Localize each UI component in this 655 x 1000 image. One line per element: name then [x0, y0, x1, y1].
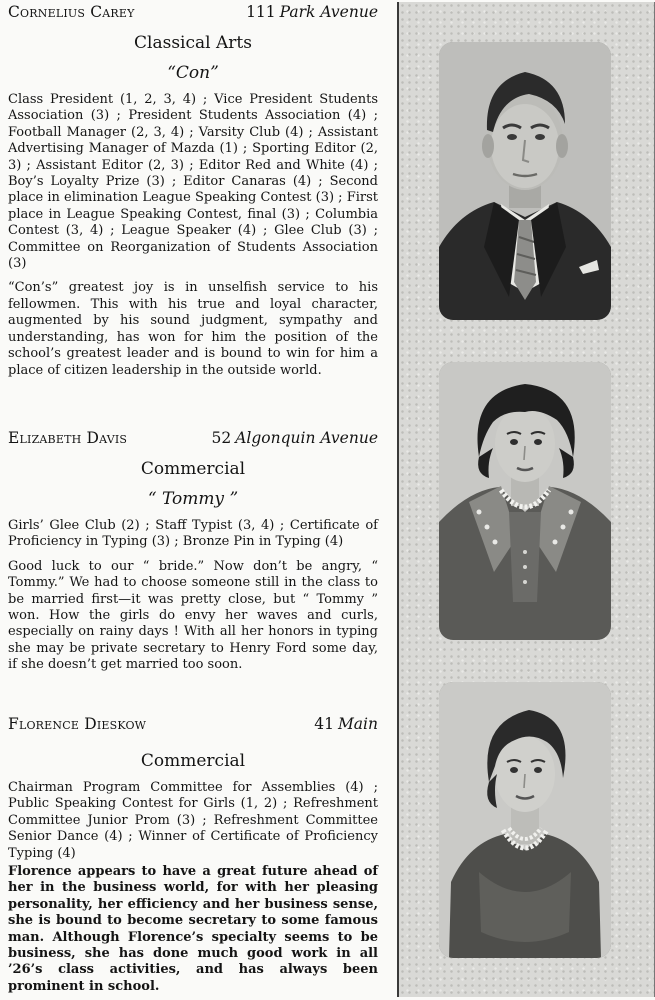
course-name: Commercial — [140, 751, 246, 771]
portrait-of-young-woman-with-pearls-icon — [439, 682, 611, 958]
address-number: 52 — [211, 429, 232, 447]
course-name: Commercial — [140, 459, 246, 479]
write-up: Good luck to our “ bride.” Now don’t be angry, “ Tommy.” We had to choose someone still in the class to be married first—it was pretty close, but “ Tommy ” won. How the girls do envy her waves and curls, especially on rainy days ! With all her honors in typing she may be private secretary to Henry Ford some day, if she doesn’t get married too soon. — [8, 558, 378, 673]
activities-list: Chairman Program Committee for Assemblies (4) ; Public Speaking Contest for Girls (1, 2) ; Refreshment Committee Junior Prom (3) ; Refreshment Committee Senior Dance (4) ; Winner of Certificate of Proficiency Typing (4) — [8, 780, 378, 861]
address-street: Algonquin Avenue — [235, 429, 378, 447]
portrait-dieskow — [439, 682, 611, 958]
activities-list: Class President (1, 2, 3, 4) ; Vice President Students Association (3) ; President Students Association (4) ; Football Manager (2, 3, 4) ; Varsity Club (4) ; Assistant Advertising Manager of Mazda (1) ; Sporting Editor (2, 3) ; Assistant Editor (2, 3) ; Editor Red and White (4) ; Boy’s Loyalty Prize (3) ; Editor Canaras (4) ; Second place in elimination League Speaking Contest (3) ; First place in League Speaking Contest, final (3) ; Columbia Contest (3, 4) ; League Speaker (4) ; Glee Club (3) ; Committee on Reorganization of Students Association (3) — [8, 92, 378, 272]
text-column — [8, 0, 378, 1000]
nickname: “ Tommy ” — [147, 489, 239, 509]
name-line — [8, 2, 378, 22]
nickname: “Con” — [167, 63, 219, 83]
name-line — [8, 428, 378, 448]
address-street: Main — [337, 715, 378, 733]
activities-list: Girls’ Glee Club (2) ; Staff Typist (3, 4) ; Certificate of Proficiency in Typing (3) ; Bronze Pin in Typing (4) — [8, 518, 378, 550]
student-name: Florence Dieskow — [8, 715, 147, 733]
student-entry-carey — [8, 2, 378, 379]
course-name: Classical Arts — [134, 33, 252, 53]
photo-column — [397, 2, 655, 997]
student-address — [246, 2, 378, 22]
write-up: Florence appears to have a great future ahead of her in the business world, for with her pleasing personality, her efficiency and her business sense, she is bound to become secretary to some famous man. Although Florence’s specialty seems to be business, she has done much good work in all ’26’s class activities, and has always been prominent in school. — [8, 864, 378, 994]
address-number: 41 — [314, 715, 334, 733]
address-number: 111 — [246, 3, 276, 21]
student-entry-davis — [8, 428, 378, 674]
portrait-carey — [439, 42, 611, 320]
address-street: Park Avenue — [279, 3, 378, 21]
name-line — [8, 714, 378, 734]
student-address — [314, 714, 378, 734]
portrait-of-young-man-icon — [439, 42, 611, 320]
write-up: “Con’s” greatest joy is in unselfish service to his fellowmen. This with his true and loyal character, augmented by his sound judgment, sympathy and understanding, has won for him the position of the school’s greatest leader and is bound to win for him a place of citizen leadership in the outside world. — [8, 280, 378, 378]
student-name: Cornelius Carey — [8, 3, 135, 21]
portrait-of-young-woman-with-bob-icon — [439, 362, 611, 640]
student-entry-dieskow — [8, 714, 378, 995]
student-address — [211, 428, 378, 448]
student-name: Elizabeth Davis — [8, 429, 128, 447]
portrait-davis — [439, 362, 611, 640]
